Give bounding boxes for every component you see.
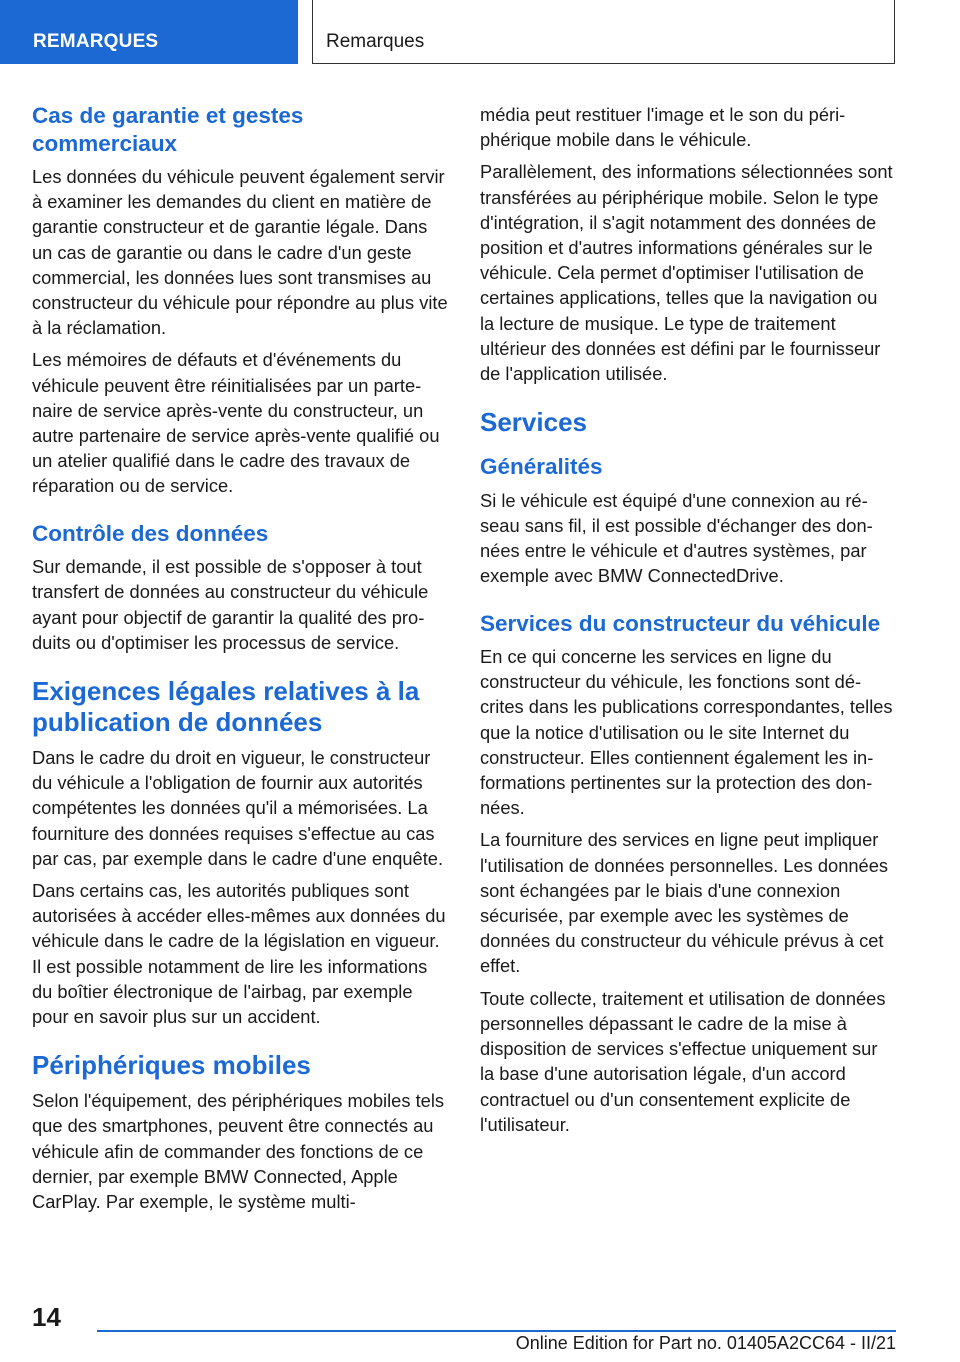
heading-legal-requirements: Exigences légales relatives à la publication de données bbox=[32, 675, 420, 737]
paragraph-mobile-1: Selon l'équipement, des périphériques mobiles tels que des smartphones, peuvent être connectés au véhicule afin de commander des fonctions de ce dernier, par exemple BMW Connected, Apple CarPlay. Par exemple, le système multi- bbox=[32, 1090, 445, 1212]
heading-services: Services bbox=[480, 407, 587, 438]
footer-edition: Online Edition for Part no. 01405A2CC64 - II/21 bbox=[515, 1333, 896, 1353]
paragraph-mobile-2: Parallèlement, des informations sélectionnées sont transférées au périphérique mobile. Selon le type d'intégration, il s'agit notamment des données de position et d'autres informations générales sur le véhicule. Cela permet d'optimiser l'utilisation de certaines applications, telles que la navigation ou la lecture de musique. Le type de traitement ultérieur des données est défini par le fournisseur de l'application utilisée. bbox=[480, 161, 893, 385]
paragraph-legal-1: Dans le cadre du droit en vigueur, le constructeur du véhicule a l'obligation de fournir aux autorités compétentes les données qu'il a mémorisées. La fourniture des données requises s'effectue au cas par cas, par exemple dans le cadre d'une enquête. bbox=[32, 746, 444, 869]
heading-data-control: Contrôle des données bbox=[32, 520, 269, 546]
right-column bbox=[480, 102, 896, 1144]
heading-warranty: Cas de garantie et gestes commerciaux bbox=[32, 103, 304, 156]
paragraph-general: Si le véhicule est équipé d'une connexion au réseau sans fil, il est possible d'échanger des données entre le véhicule et d'autres systèmes, par exemple avec BMW ConnectedDrive. bbox=[480, 489, 873, 587]
paragraph-manufacturer-2: La fourniture des services en ligne peut impliquer l'utilisation de données personnelles. Les données sont échangées par le biais d'une connexion sécurisée, par exemple avec les systèmes de données du constructeur du véhicule prévus à cet effet. bbox=[480, 829, 888, 977]
heading-mobile-devices: Périphériques mobiles bbox=[32, 1050, 311, 1081]
paragraph-manufacturer-3: Toute collecte, traitement et utilisation de données personnelles dépassant le cadre de la mise à disposition de services s'effectue uniquement sur la base d'une autorisation légale, d'un accord contractuel ou d'un consentement explicite de l'utilisateur. bbox=[480, 987, 886, 1135]
footer-divider bbox=[97, 1330, 896, 1332]
paragraph-legal-2: Dans certains cas, les autorités publiques sont autorisées à accéder elles-mêmes aux données du véhicule dans le cadre de la législation en vigueur. Il est possible notamment de lire les informations du boîtier électronique de l'airbag, par exemple pour en savoir plus sur un accident. bbox=[32, 879, 446, 1027]
page-number: 14 bbox=[32, 1302, 61, 1332]
paragraph-warranty-2: Les mémoires de défauts et d'événements du véhicule peuvent être réinitialisées par un partenaire de service après-vente du constructeur, un autre partenaire de service après-vente qualifié ou un atelier qualifié dans le cadre des travaux de réparation ou de service. bbox=[32, 349, 440, 497]
section-tab: REMARQUES bbox=[0, 0, 298, 64]
running-title: Remarques bbox=[326, 31, 425, 52]
running-header bbox=[312, 0, 895, 64]
heading-general: Généralités bbox=[480, 454, 603, 480]
paragraph-data-control: Sur demande, il est possible de s'opposer à tout transfert de données au constructeur du véhicule ayant pour objectif de garantir la qualité des produits ou d'optimiser les processus de service. bbox=[32, 556, 429, 653]
heading-manufacturer-services: Services du constructeur du véhicule bbox=[480, 610, 881, 636]
paragraph-manufacturer-1: En ce qui concerne les services en ligne du constructeur du véhicule, les fonctions sont décrites dans les publications correspondantes, telles que la notice d'utilisation ou le site Internet du constructeur. Elles contiennent également les informations pertinentes sur la protection des données. bbox=[480, 646, 893, 819]
paragraph-warranty-1: Les données du véhicule peuvent également servir à examiner les demandes du client en matière de garantie constructeur et de garantie légale. Dans un cas de garantie ou dans le cadre d'un geste commercial, les données lues sont transmises au constructeur du véhicule pour répondre au plus vite à la réclamation. bbox=[32, 166, 448, 339]
left-column bbox=[32, 102, 448, 1221]
paragraph-mobile-continued: média peut restituer l'image et le son du périphérique mobile dans le véhicule. bbox=[480, 104, 846, 151]
